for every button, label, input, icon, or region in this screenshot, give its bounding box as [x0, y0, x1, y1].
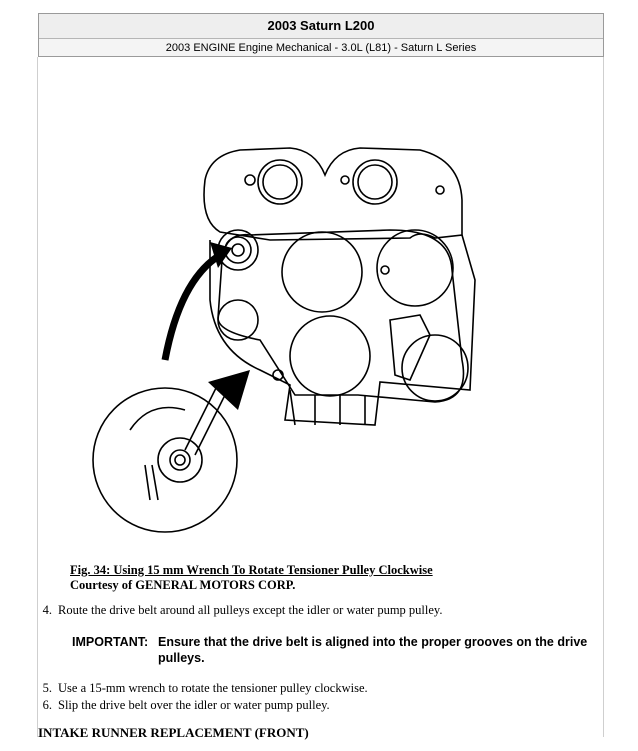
- document-header: [38, 13, 604, 57]
- figure-caption-title: Fig. 34: Using 15 mm Wrench To Rotate Tensioner Pulley Clockwise: [70, 563, 433, 577]
- important-text: Ensure that the drive belt is aligned into the proper grooves on the drive pulleys.: [158, 635, 588, 665]
- step-text: Use a 15-mm wrench to rotate the tensioner pulley clockwise.: [58, 681, 368, 695]
- left-margin-rule: [37, 57, 38, 737]
- step-text: Slip the drive belt over the idler or water pump pulley.: [58, 698, 330, 712]
- step-number: 6.: [42, 698, 52, 712]
- document-title: 2003 Saturn L200: [39, 14, 603, 39]
- step-number: 4.: [42, 603, 52, 617]
- figure-caption: [70, 563, 433, 593]
- right-margin-rule: [603, 57, 604, 737]
- figure-caption-courtesy: Courtesy of GENERAL MOTORS CORP.: [70, 578, 296, 592]
- next-section-heading: INTAKE RUNNER REPLACEMENT (FRONT): [38, 725, 309, 740]
- document-subtitle: 2003 ENGINE Engine Mechanical - 3.0L (L81) - Saturn L Series: [165, 42, 477, 54]
- engine-drive-belt-illustration: [90, 120, 510, 560]
- step-number: 5.: [42, 681, 52, 695]
- important-label: IMPORTANT:: [72, 635, 149, 649]
- step-text: Route the drive belt around all pulleys except the idler or water pump pulley.: [58, 603, 443, 617]
